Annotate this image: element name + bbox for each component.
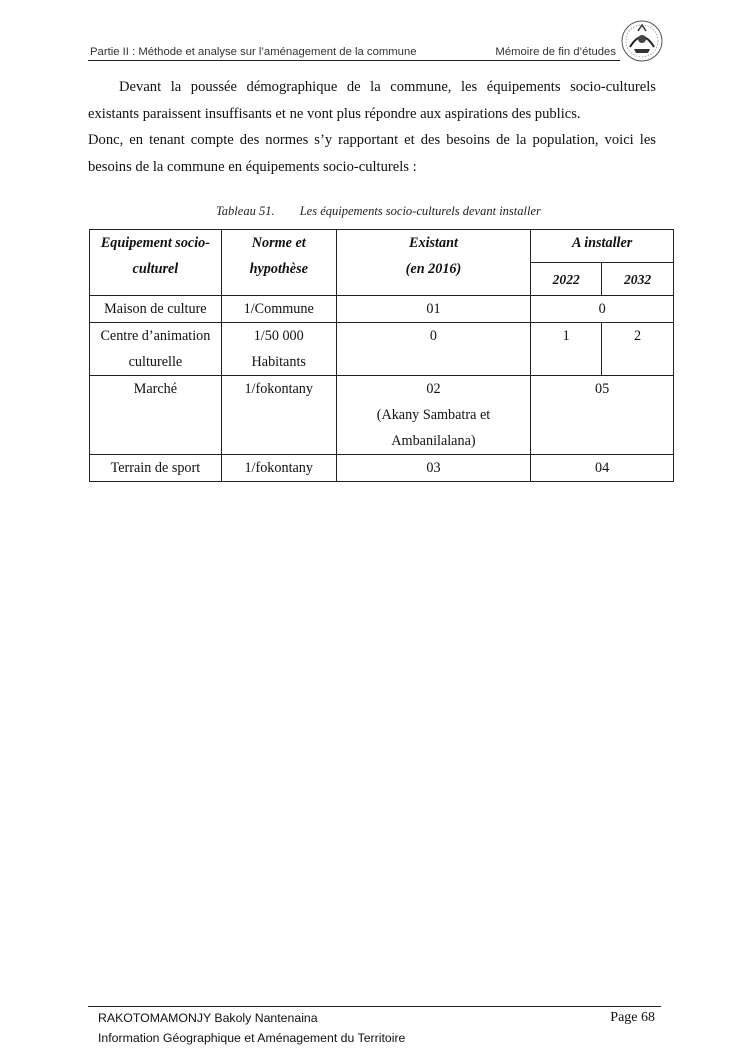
cell-installer: 0 — [531, 296, 674, 323]
cell-equipement: Centre d’animation culturelle — [90, 323, 222, 376]
cell-existant: 01 — [336, 296, 531, 323]
footer-program: Information Géographique et Aménagement du Territoire — [98, 1031, 406, 1045]
table-row — [90, 323, 674, 376]
page-footer — [88, 1006, 661, 1045]
table-header-row — [90, 230, 674, 263]
cell-norme: 1/Commune — [221, 296, 336, 323]
cell-existant: 02 (Akany Sambatra et Ambanilalana) — [336, 376, 531, 455]
cell-equipement: Terrain de sport — [90, 455, 222, 482]
intro-text — [88, 74, 656, 180]
cell-installer: 05 — [531, 376, 674, 455]
cell-norme: 1/fokontany — [221, 376, 336, 455]
table-title: Les équipements socio-culturels devant installer — [299, 204, 541, 218]
table-row — [90, 455, 674, 482]
header-memoire-title: Mémoire de fin d’études — [495, 46, 616, 58]
header-norme: Norme et hypothèse — [221, 230, 336, 296]
table-number: Tableau 51. — [216, 204, 275, 218]
cell-existant: 03 — [336, 455, 531, 482]
header-year-2032: 2032 — [602, 263, 674, 296]
footer-author: RAKOTOMAMONJY Bakoly Nantenaina — [98, 1011, 318, 1025]
header-equipement: Equipement socio- culturel — [90, 230, 222, 296]
table-caption — [216, 204, 541, 219]
cell-norme: 1/50 000 Habitants — [221, 323, 336, 376]
equipment-table — [89, 229, 674, 482]
cell-installer-2032: 2 — [602, 323, 674, 376]
university-emblem-icon — [620, 19, 664, 63]
header-existant: Existant (en 2016) — [336, 230, 531, 296]
header-part-title: Partie II : Méthode et analyse sur l’aménagement de la commune — [90, 46, 417, 58]
table-row — [90, 376, 674, 455]
cell-equipement: Maison de culture — [90, 296, 222, 323]
cell-existant: 0 — [336, 323, 531, 376]
cell-equipement: Marché — [90, 376, 222, 455]
page-header — [88, 44, 620, 61]
cell-installer: 04 — [531, 455, 674, 482]
header-a-installer: A installer — [531, 230, 674, 263]
header-year-2022: 2022 — [531, 263, 602, 296]
cell-norme: 1/fokontany — [221, 455, 336, 482]
page-number: Page 68 — [610, 1010, 655, 1025]
table-row — [90, 296, 674, 323]
cell-installer-2022: 1 — [531, 323, 602, 376]
paragraph-2: Donc, en tenant compte des normes s’y rapportant et des besoins de la population, voici les besoins de la commune en équipements socio-culturels : — [88, 132, 656, 175]
paragraph-1: Devant la poussée démographique de la commune, les équipements socio-culturels existants paraissent insuffisants et ne vont plus répondre aux aspirations des publics. — [88, 79, 656, 122]
